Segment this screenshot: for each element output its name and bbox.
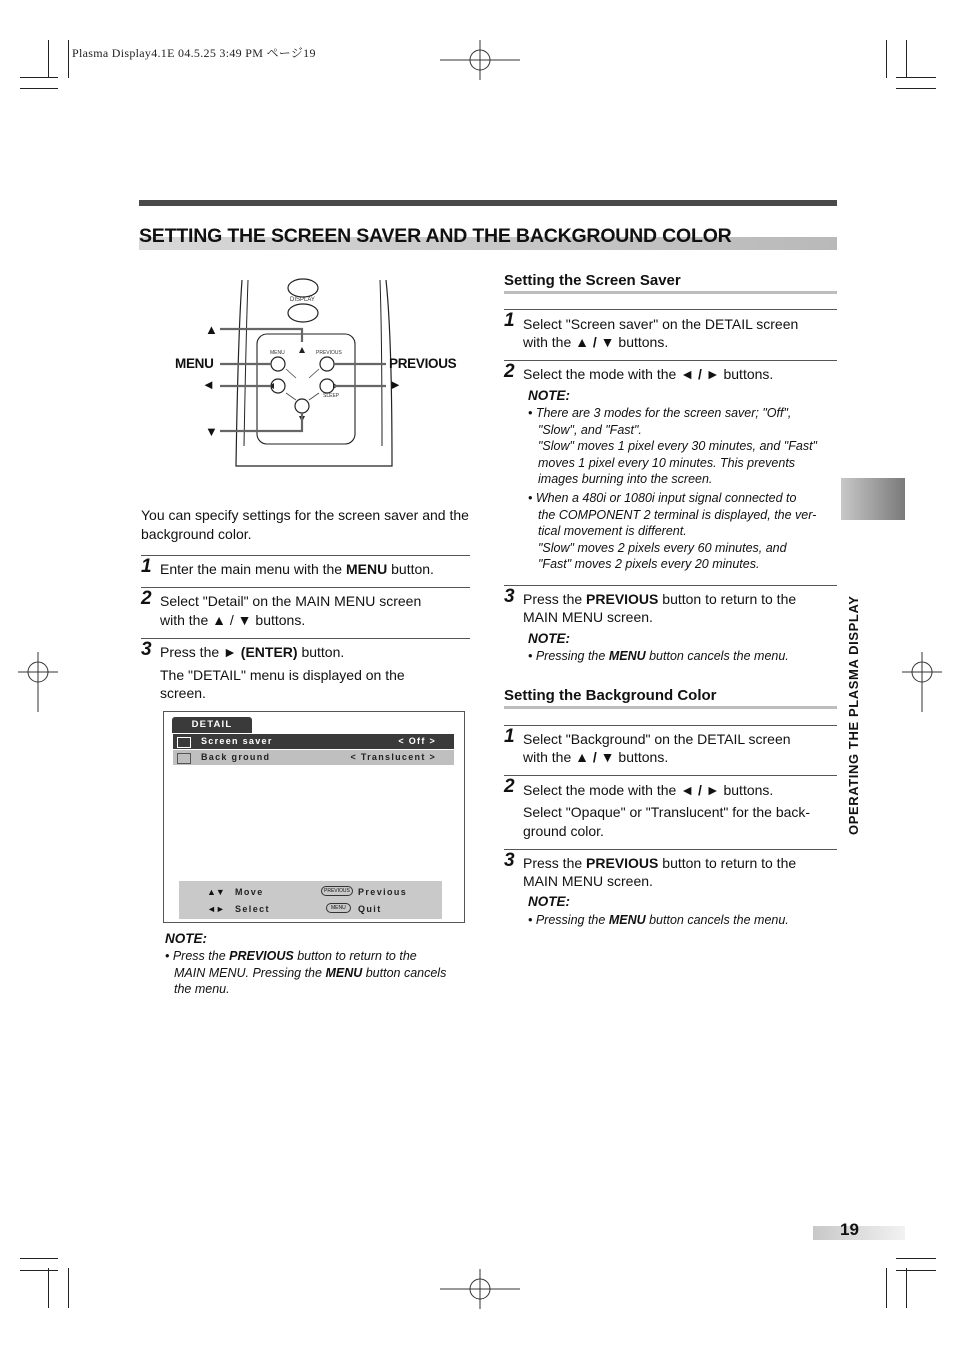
previous-callout-label: PREVIOUS: [389, 356, 457, 371]
up-arrow-icon: ▲: [205, 322, 218, 337]
ss-note-line: "Slow" moves 1 pixel every 30 minutes, and "Fast": [538, 439, 817, 453]
remote-previous-small-label: PREVIOUS: [316, 350, 342, 356]
osd-row-value: < Off >: [398, 736, 436, 746]
ss-note-line: images burning into the screen.: [538, 472, 713, 486]
osd-footer-quit: Quit: [358, 904, 382, 914]
bg-step-3-line1: Press the PREVIOUS button to return to the: [523, 855, 797, 871]
ss-note-line: "Slow" moves 2 pixels every 60 minutes, and: [538, 541, 787, 555]
title-top-bar: [139, 200, 837, 206]
osd-row-screen-saver: [173, 734, 454, 749]
step-number: 1: [504, 726, 515, 747]
osd-footer-move: Move: [235, 887, 264, 897]
left-step-2-line2: with the ▲ / ▼ buttons.: [160, 612, 306, 628]
screen-saver-heading: Setting the Screen Saver: [504, 272, 681, 289]
left-note-line3: the menu.: [174, 982, 230, 996]
screen-saver-icon: [177, 737, 191, 748]
ss-step-3-line1: Press the PREVIOUS button to return to the: [523, 591, 797, 607]
page-title: SETTING THE SCREEN SAVER AND THE BACKGROUND COLOR: [139, 225, 732, 247]
ss-step-1-line1: Select "Screen saver" on the DETAIL screen: [523, 316, 799, 332]
left-step-3-sub2: screen.: [160, 685, 206, 701]
ss-note-line: tical movement is different.: [538, 524, 687, 538]
step-divider: [504, 725, 837, 726]
step-number: 2: [504, 776, 515, 797]
left-step-2-line1: Select "Detail" on the MAIN MENU screen: [160, 593, 422, 609]
registration-mark-top: [440, 40, 520, 80]
bg-step-1-line2: with the ▲ / ▼ buttons.: [523, 749, 669, 765]
ss-note-line: • There are 3 modes for the screen saver; "Off",: [528, 406, 792, 420]
registration-mark-left: [18, 652, 58, 712]
osd-footer-select: Select: [235, 904, 270, 914]
ss-note-line: • When a 480i or 1080i input signal connected to: [528, 491, 797, 505]
up-down-icon: ▲▼: [207, 887, 225, 897]
step-number: 3: [141, 639, 152, 660]
step-divider: [141, 638, 470, 639]
ss-note2-line: • Pressing the MENU button cancels the menu.: [528, 649, 789, 663]
osd-row-value: < Translucent >: [350, 752, 436, 762]
osd-row-label: Back ground: [201, 752, 271, 762]
side-tab-marker: [841, 478, 905, 520]
ss-step-1-line2: with the ▲ / ▼ buttons.: [523, 334, 669, 350]
step-divider: [141, 587, 470, 588]
bg-step-2-text: Select the mode with the ◄ / ► buttons.: [523, 782, 774, 798]
step-number: 2: [141, 588, 152, 609]
step-divider: [504, 585, 837, 586]
note-heading: NOTE:: [528, 631, 570, 646]
remote-sleep-small-label: SLEEP: [323, 393, 340, 399]
left-note-line2: MAIN MENU. Pressing the MENU button cancels: [174, 966, 447, 980]
ss-note-line: the COMPONENT 2 terminal is displayed, the ver-: [538, 508, 817, 522]
left-step-3-text: Press the ► (ENTER) button.: [160, 644, 345, 660]
page-number-band: [813, 1226, 905, 1240]
page-number: 19: [840, 1220, 859, 1239]
detail-tab: DETAIL: [172, 717, 252, 733]
print-header: Plasma Display4.1E 04.5.25 3:49 PM ページ19: [72, 46, 316, 60]
step-number: 1: [141, 556, 152, 577]
background-color-heading: Setting the Background Color: [504, 687, 717, 704]
osd-footer: [179, 881, 442, 919]
remote-display-label: DISPLAY: [290, 297, 315, 303]
left-right-icon: ◄►: [207, 904, 225, 914]
heading-underline: [504, 706, 837, 709]
left-step-1-text: Enter the main menu with the MENU button.: [160, 561, 434, 577]
step-divider: [504, 360, 837, 361]
note-heading: NOTE:: [528, 894, 570, 909]
bg-step-1-line1: Select "Background" on the DETAIL screen: [523, 731, 791, 747]
step-divider: [504, 849, 837, 850]
menu-button-icon: MENU: [326, 903, 351, 913]
background-icon: [177, 753, 191, 764]
ss-note-line: "Slow", and "Fast".: [538, 423, 642, 437]
left-step-3-sub1: The "DETAIL" menu is displayed on the: [160, 667, 405, 683]
intro-text: You can specify settings for the screen saver and the background color.: [141, 507, 469, 542]
step-number: 3: [504, 586, 515, 607]
ss-note-line: "Fast" moves 2 pixels every 20 minutes.: [538, 557, 760, 571]
ss-note-line: moves 1 pixel every 10 minutes. This prevents: [538, 456, 796, 470]
ss-step-3-line2: MAIN MENU screen.: [523, 609, 653, 625]
note-heading: NOTE:: [528, 388, 570, 403]
bg-step-2-sub1: Select "Opaque" or "Translucent" for the back-: [523, 804, 811, 820]
step-divider: [141, 555, 470, 556]
step-number: 2: [504, 361, 515, 382]
step-divider: [504, 775, 837, 776]
note-heading: NOTE:: [165, 931, 207, 946]
step-number: 1: [504, 310, 515, 331]
left-note-line1: • Press the PREVIOUS button to return to the: [165, 949, 417, 963]
remote-menu-small-label: MENU: [270, 350, 285, 356]
left-arrow-icon: ◄: [202, 377, 215, 392]
bg-step-3-line2: MAIN MENU screen.: [523, 873, 653, 889]
step-number: 3: [504, 850, 515, 871]
osd-footer-previous: Previous: [358, 887, 408, 897]
heading-underline: [504, 291, 837, 294]
osd-row-label: Screen saver: [201, 736, 273, 746]
registration-mark-bottom: [440, 1269, 520, 1309]
ss-step-2-text: Select the mode with the ◄ / ► buttons.: [523, 366, 774, 382]
down-arrow-icon: ▼: [205, 424, 218, 439]
bg-step-2-sub2: ground color.: [523, 823, 604, 839]
previous-button-icon: PREVIOUS: [321, 886, 353, 896]
step-divider: [504, 309, 837, 310]
right-arrow-icon: ►: [389, 377, 402, 392]
bg-note-line: • Pressing the MENU button cancels the menu.: [528, 913, 789, 927]
menu-callout-label: MENU: [175, 356, 214, 371]
registration-mark-right: [902, 652, 942, 712]
side-section-label: OPERATING THE PLASMA DISPLAY: [846, 595, 861, 835]
osd-row-background: [173, 750, 454, 765]
